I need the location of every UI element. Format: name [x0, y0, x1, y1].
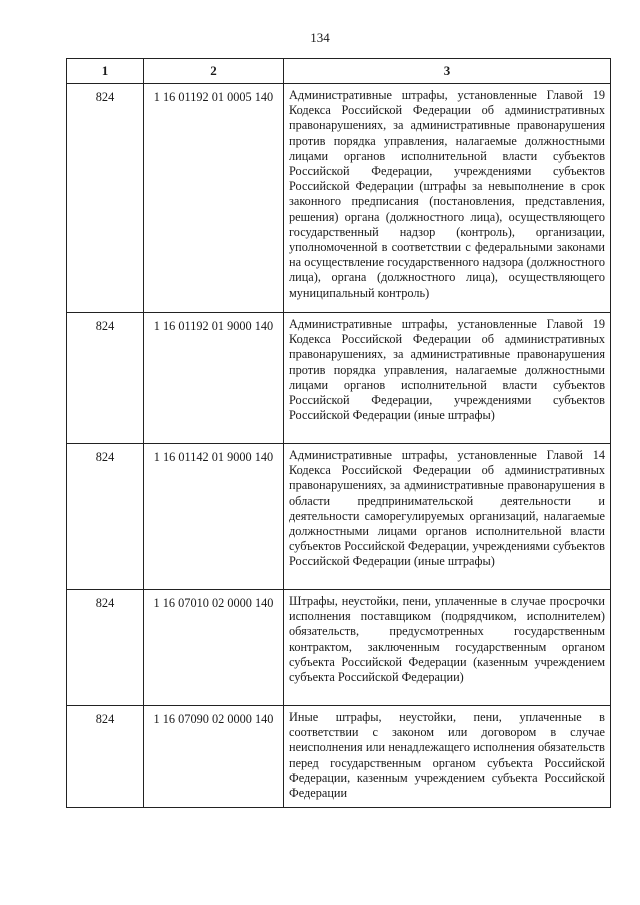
description-cell: Административные штрафы, установленные Главой 14 Кодекса Российской Федерации об административных правонарушениях, за административные правонарушения в области предпринимательской деятельности и деятельности саморегулируемых организаций, налагаемые должностными лицами органов исполнительной власти субъектов Российской Федерации, учреждениями субъектов Российской Федерации (иные штрафы)	[284, 444, 611, 590]
column-header-2: 2	[144, 59, 284, 84]
budget-code-cell: 1 16 07010 02 0000 140	[144, 590, 284, 706]
table-row	[67, 706, 611, 808]
description-cell: Штрафы, неустойки, пени, уплаченные в случае просрочки исполнения поставщиком (подрядчиком, исполнителем) обязательств, предусмотренных государственным контрактом, заключенным государственным органом субъекта Российской Федерации (казенным учреждением субъекта Российской Федерации)	[284, 590, 611, 706]
column-header-3: 3	[284, 59, 611, 84]
table-row	[67, 444, 611, 590]
budget-code-cell: 1 16 01192 01 9000 140	[144, 313, 284, 444]
table-row	[67, 313, 611, 444]
admin-code-cell: 824	[67, 590, 144, 706]
budget-code-cell: 1 16 07090 02 0000 140	[144, 706, 284, 808]
admin-code-cell: 824	[67, 84, 144, 313]
column-header-1: 1	[67, 59, 144, 84]
description-cell: Иные штрафы, неустойки, пени, уплаченные в соответствии с законом или договором в случае неисполнения или ненадлежащего исполнения обязательств перед государственным органом субъекта Российской Федерации, казенным учреждением субъекта Российской Федерации	[284, 706, 611, 808]
table-row	[67, 590, 611, 706]
admin-code-cell: 824	[67, 444, 144, 590]
budget-code-cell: 1 16 01192 01 0005 140	[144, 84, 284, 313]
budget-classification-table	[66, 58, 611, 808]
description-cell: Административные штрафы, установленные Главой 19 Кодекса Российской Федерации об административных правонарушениях, за административные правонарушения против порядка управления, налагаемые должностными лицами органов исполнительной власти субъектов Российской Федерации, учреждениями субъектов Российской Федерации (штрафы за невыполнение в срок законного предписания (постановления, представления, решения) органа (должностного лица), осуществляющего государственный надзор (контроль), организации, уполномоченной в соответствии с федеральными законами на осуществление государственного надзора (должностного лица), органа (должностного лица), осуществляющего муниципальный контроль)	[284, 84, 611, 313]
admin-code-cell: 824	[67, 313, 144, 444]
table-header-row	[67, 59, 611, 84]
admin-code-cell: 824	[67, 706, 144, 808]
description-cell: Административные штрафы, установленные Главой 19 Кодекса Российской Федерации об административных правонарушениях, за административные правонарушения против порядка управления, налагаемые должностными лицами органов исполнительной власти субъектов Российской Федерации, учреждениями субъектов Российской Федерации (иные штрафы)	[284, 313, 611, 444]
page-number: 134	[310, 30, 330, 45]
budget-code-cell: 1 16 01142 01 9000 140	[144, 444, 284, 590]
table-row	[67, 84, 611, 313]
